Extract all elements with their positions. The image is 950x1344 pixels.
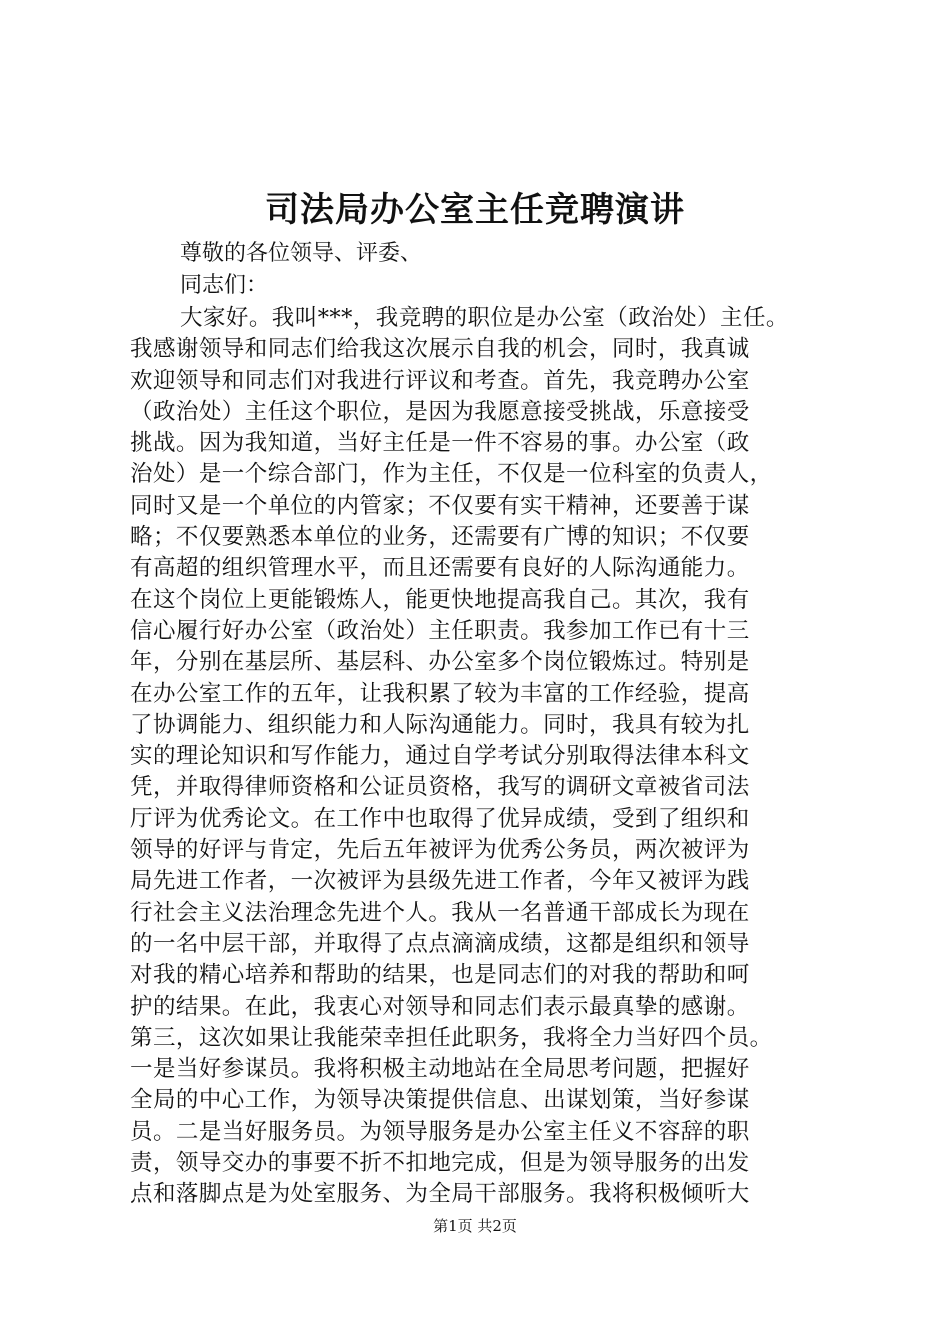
speech-body [130, 303, 852, 1211]
text-line: 点和落脚点是为处室服务、为全局干部服务。我将积极倾听大 [130, 1181, 750, 1208]
text-line: 局先进工作者，一次被评为县级先进工作者，今年又被评为践 [130, 868, 750, 895]
text-line: 对我的精心培养和帮助的结果，也是同志们的对我的帮助和呵 [130, 962, 750, 989]
text-line: 了协调能力、组织能力和人际沟通能力。同时，我具有较为扎 [130, 711, 750, 738]
text-line: 厅评为优秀论文。在工作中也取得了优异成绩，受到了组织和 [130, 805, 750, 832]
text-line: 年，分别在基层所、基层科、办公室多个岗位锻炼过。特别是 [130, 649, 750, 676]
text-line: 全局的中心工作，为领导决策提供信息、出谋划策，当好参谋 [130, 1087, 750, 1114]
text-line: 一是当好参谋员。我将积极主动地站在全局思考问题，把握好 [130, 1056, 750, 1083]
text-line: 在这个岗位上更能锻炼人，能更快地提高我自己。其次，我有 [130, 586, 750, 613]
text-line: 欢迎领导和同志们对我进行评议和考查。首先，我竞聘办公室 [130, 367, 750, 394]
text-line: 第三，这次如果让我能荣幸担任此职务，我将全力当好四个员。 [130, 1024, 773, 1051]
text-line: 信心履行好办公室（政治处）主任职责。我参加工作已有十三 [130, 617, 750, 644]
salutation-line-1: 尊敬的各位领导、评委、 [180, 241, 423, 266]
text-line: 大家好。我叫***，我竞聘的职位是办公室（政治处）主任。 [180, 305, 789, 331]
text-line: 在办公室工作的五年，让我积累了较为丰富的工作经验，提高 [130, 680, 750, 707]
text-line: 责，领导交办的事要不折不扣地完成，但是为领导服务的出发 [130, 1150, 750, 1177]
text-line: 领导的好评与肯定，先后五年被评为优秀公务员，两次被评为 [130, 837, 750, 864]
text-line: 实的理论知识和写作能力，通过自学考试分别取得法律本科文 [130, 743, 750, 770]
text-line: 行社会主义法治理念先进个人。我从一名普通干部成长为现在 [130, 899, 750, 926]
page-number-footer: 第1页 共2页 [433, 1217, 517, 1235]
text-line: 护的结果。在此，我衷心对领导和同志们表示最真挚的感谢。 [130, 993, 750, 1020]
salutation-line-2: 同志们： [180, 273, 269, 298]
text-line: （政治处）主任这个职位，是因为我愿意接受挑战，乐意接受 [130, 398, 750, 425]
text-line: 我感谢领导和同志们给我这次展示自我的机会，同时，我真诚 [130, 336, 750, 363]
text-line: 员。二是当好服务员。为领导服务是办公室主任义不容辞的职 [130, 1118, 750, 1145]
document-title: 司法局办公室主任竞聘演讲 [265, 190, 685, 230]
text-line: 挑战。因为我知道，当好主任是一件不容易的事。办公室（政 [130, 430, 750, 457]
text-line: 凭，并取得律师资格和公证员资格，我写的调研文章被省司法 [130, 774, 750, 801]
text-line: 同时又是一个单位的内管家；不仅要有实干精神，还要善于谋 [130, 492, 750, 519]
text-line: 略；不仅要熟悉本单位的业务，还需要有广博的知识；不仅要 [130, 524, 750, 551]
text-line: 的一名中层干部，并取得了点点滴滴成绩，这都是组织和领导 [130, 930, 750, 957]
text-line: 有高超的组织管理水平，而且还需要有良好的人际沟通能力。 [130, 555, 750, 582]
text-line: 治处）是一个综合部门，作为主任，不仅是一位科室的负责人， [130, 461, 773, 488]
